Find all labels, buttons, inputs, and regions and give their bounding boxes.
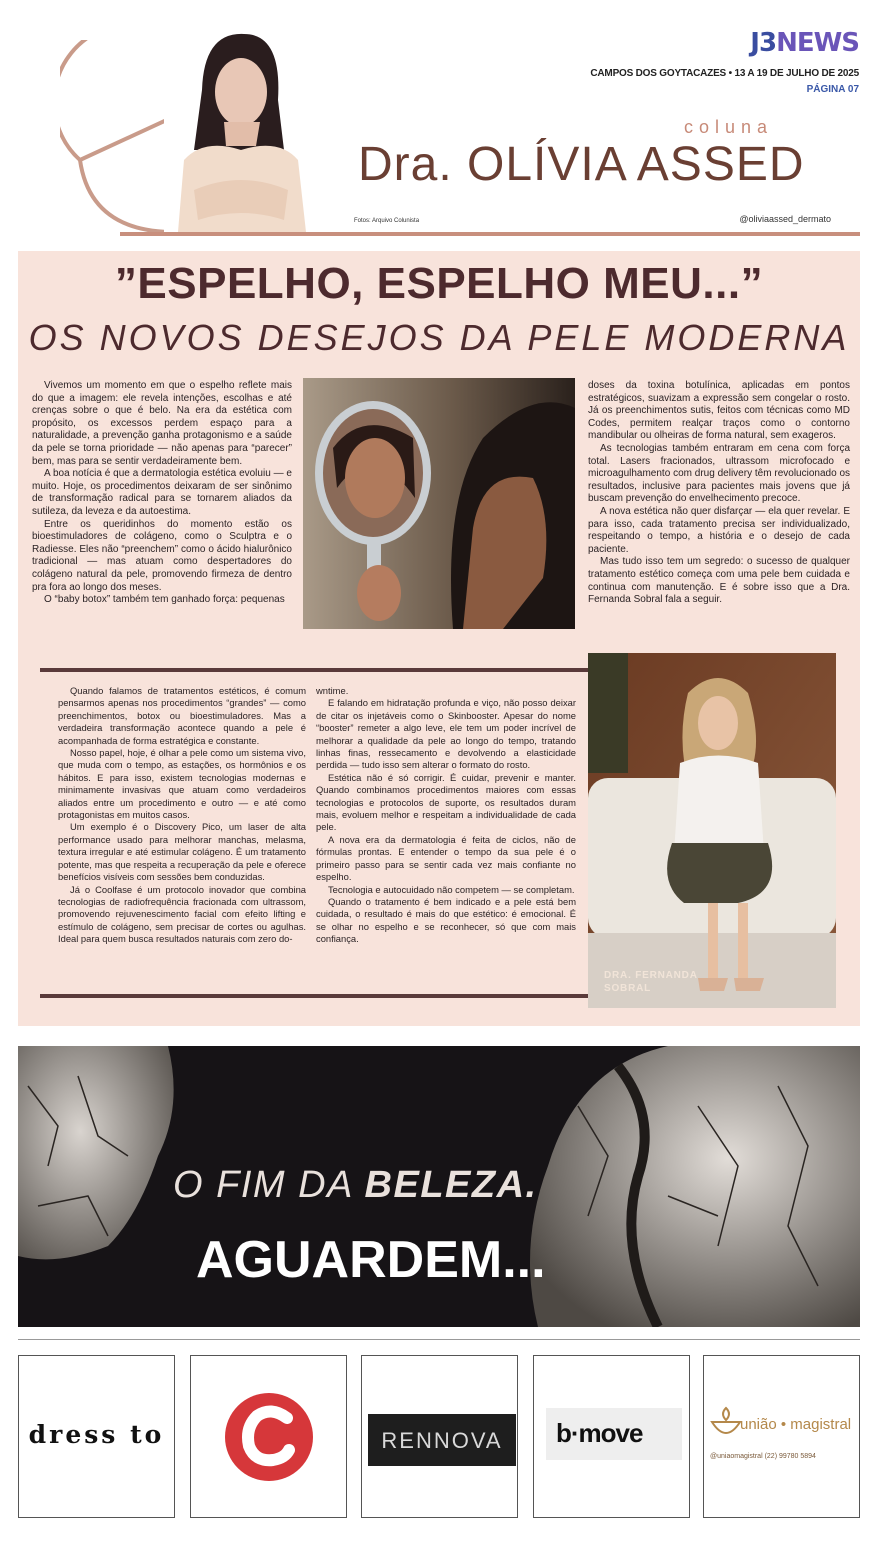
paragraph: Tecnologia e autocuidado não competem — se completam. [328, 883, 575, 895]
caption-line: DRA. FERNANDA [604, 970, 698, 981]
paragraph: E falando em hidratação profunda e viço, não posso deixar de citar os injetáveis como o Skinbooster. Apesar do nome “booster” remeter a algo leve, ele tem um poder incrível de melhorar a qualidade da pele ao longo do tempo, tratando linhas finas, ressecamento e devolvendo a elasticidade perdida — tudo isso sem alterar o formato do rosto. [316, 697, 576, 771]
bmove-logo-text: b·move [556, 1418, 643, 1448]
photo-credit: Fotos: Arquivo Colunista [354, 218, 420, 224]
columnist-name: Dra. OLÍVIA ASSED [358, 138, 805, 191]
paragraph: Quando o tratamento é bem indicado e a pele está bem cuidada, o resultado é mais do que estético: é emocional. É se olhar no espelho e se reconhecer, só que com mais confiança. [316, 895, 576, 945]
edition-info: CAMPOS DOS GOYTACAZES • 13 A 19 DE JULHO DE 2025 [590, 68, 859, 79]
banner-subheadline: AGUARDEM... [196, 1231, 546, 1289]
paragraph: Já o Coolfase é um protocolo inovador que combina tecnologias de radiofrequência fracionada com ultrassom, promovendo rejuvenescimento facial com efeito lifting e estímulo de colágeno, sem precisar de cortes ou agulhas. Ideal para quem busca resultados naturais com zero do- [58, 883, 306, 945]
feature-divider-bottom [40, 994, 588, 998]
column-header [0, 0, 879, 240]
header-divider [120, 232, 860, 236]
paragraph: A nova era da dermatologia é feita de ciclos, não de fórmulas prontas. E entender o tempo da sua pele é o primeiro passo para se sentir cada vez mais confiante no espelho. [316, 833, 576, 883]
teaser-banner [18, 1046, 860, 1327]
uniao-magistral-logo: união • magistral [740, 1416, 852, 1433]
mortar-icon [708, 1404, 744, 1444]
paragraph: Nosso papel, hoje, é olhar a pele como um sistema vivo, que muda com o tempo, as estações, os hormônios e os hábitos. E para isso, existem tecnologias modernas e minimamente invasivas que atuam como verdadeiros aliados entre um procedimento e outro — e até como protagonistas em muitos casos. [58, 747, 306, 821]
rennova-logo-text: RENNOVA [381, 1428, 503, 1453]
feature-column-1 [58, 685, 306, 946]
feature-divider-top [40, 668, 588, 672]
paragraph: Estética não é só corrigir. É cuidar, prevenir e manter. Quando combinamos procedimentos maiores com essas tecnologias e protocolos de suporte, os resultados duram mais, evoluem melhor e respeitam a individualidade de cada pele. [316, 771, 576, 833]
paragraph: Entre os queridinhos do momento estão os bioestimuladores de colágeno, como o Sculptra e o Radiesse. Eles não “preenchem” como o ácido hialurônico tradicional — mas atuam como despertadores do colágeno natural da pele, promovendo firmeza de dentro pra fora ao longo dos meses. [32, 518, 292, 593]
c-logo-icon [191, 1356, 348, 1519]
sponsor-uniao-magistral[interactable] [703, 1355, 860, 1518]
caption-line: SOBRAL [604, 983, 652, 994]
banner-headline-bold: BELEZA. [364, 1164, 538, 1206]
paragraph: Vivemos um momento em que o espelho reflete mais do que a imagem: ele revela intenções, escolhas e até crenças sobre o que é belo. Na era da estética com propósito, os excessos perdem espaço para a naturalidade, a prevenção ganha protagonismo e a saúde da pele se torna prioridade — não apenas para “parecer” bem, mas para se sentir verdadeiramente bem. [32, 380, 292, 467]
logo-news: NEWS [776, 28, 859, 58]
article-headline: ”ESPELHO, ESPELHO MEU...” [114, 259, 764, 308]
article-column-1 [32, 380, 292, 607]
paragraph: O “baby botox” também tem ganhado força: pequenas [44, 594, 285, 606]
sponsor-rennova[interactable] [361, 1355, 518, 1518]
uniao-contact: @uniaomagistral (22) 99780 5894 [710, 1453, 816, 1460]
paragraph: A nova estética não quer disfarçar — ela quer revelar. E para isso, cada tratamento precisa ser individualizado, respeitando o tempo, a história e o desejo de cada paciente. [588, 505, 850, 555]
mirror-photo [303, 378, 575, 629]
columnist-portrait [164, 30, 314, 232]
feature-column-2 [316, 685, 576, 946]
article-block [18, 251, 860, 1026]
banner-headline [173, 1164, 538, 1207]
paragraph: doses da toxina botulínica, aplicadas em pontos estratégicos, suavizam a expressão sem congelar o rosto. Já os preenchimentos sutis, feitos com técnicas como MD Codes, permitem realçar traços como o contorno mandibular ou olheiras de forma natural, sem exageros. [588, 380, 850, 442]
page-number: PÁGINA 07 [806, 84, 859, 95]
paragraph: As tecnologias também entraram em cena com força total. Lasers fracionados, ultrassom microfocado e microagulhamento com drug delivery têm revolucionado os resultados, inclusive para pacientes mais jovens que já buscam prevenção do envelhecimento precoce. [588, 442, 850, 505]
paragraph: Mas tudo isso tem um segredo: o sucesso de qualquer tratamento estético começa com uma pele bem cuidada e continua com manutenção. E é sobre isso que a Dra. Fernanda Sobral fala a seguir. [588, 556, 850, 606]
bmove-logo [546, 1408, 682, 1460]
paragraph: A boa notícia é que a dermatologia estética evoluiu — e muito. Hoje, os procedimentos deixaram de ser sinônimo de transformação radical para se tornarem aliados da sutileza, da leveza e da autoestima. [32, 468, 292, 517]
article-column-2 [588, 380, 850, 607]
photo-caption [604, 969, 698, 995]
instagram-handle[interactable]: @oliviaassed_dermato [739, 214, 831, 224]
fernanda-sobral-photo [588, 653, 836, 1008]
column-label: coluna [684, 117, 774, 137]
paragraph: wntime. [316, 685, 349, 696]
article-subheadline: OS NOVOS DESEJOS DA PELE MODERNA [28, 317, 850, 358]
sponsor-bmove[interactable] [533, 1355, 690, 1518]
sponsor-dressto[interactable] [18, 1355, 175, 1518]
j3news-logo [750, 28, 859, 58]
footer-divider [18, 1339, 860, 1340]
dressto-logo: dress to [28, 1420, 165, 1449]
paragraph: Um exemplo é o Discovery Pico, um laser de alta performance usado para melhorar manchas, melasma, textura irregular e até estimular colágeno. É um tratamento potente, mas que respeita a recuperação da pele e oferece benefícios visíveis com sessões bem conduzidas. [58, 821, 306, 883]
banner-headline-prefix: O FIM DA [173, 1164, 365, 1206]
logo-j3: J3 [750, 28, 777, 58]
paragraph: Quando falamos de tratamentos estéticos, é comum pensarmos apenas nos procedimentos “grandes” — como preenchimentos, botox ou bioestimuladores. Mas a verdadeira transformação acontece quando a pele é acompanhada de forma estratégica e constante. [58, 685, 306, 746]
sponsor-c-brand[interactable] [190, 1355, 347, 1518]
rennova-logo [368, 1414, 516, 1466]
